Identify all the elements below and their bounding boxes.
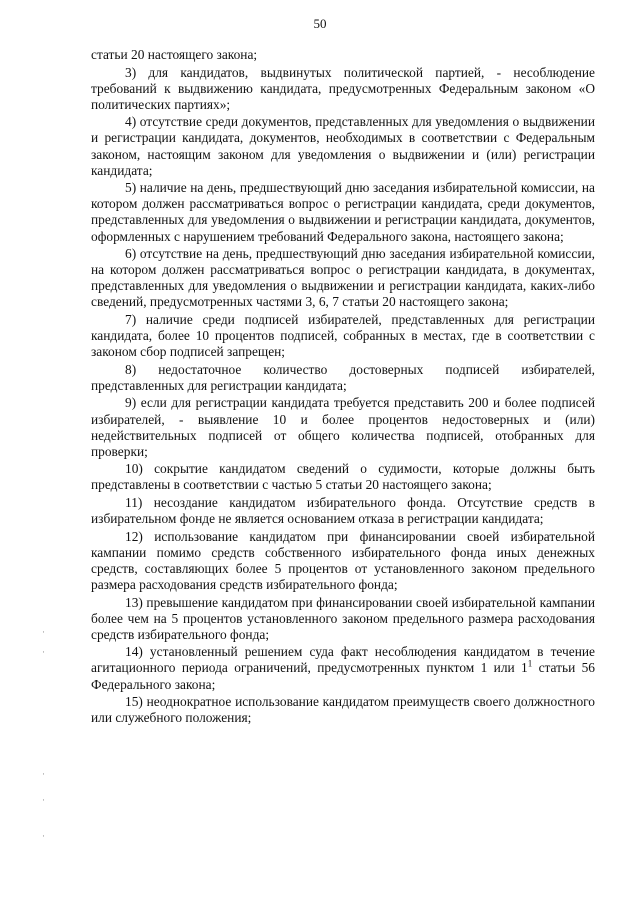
paragraph-item-11: 11) несоздание кандидатом избирательного фонда. Отсутствие средств в избирательном фонде не является основанием отказа в регистрации кандидата; — [91, 495, 595, 527]
paragraph-item-9: 9) если для регистрации кандидата требуется представить 200 и более подписей избирателей, - выявление 10 и более процентов недостоверных и (или) недействительных подписей от общего количества подписей, отобранных для проверки; — [91, 395, 595, 459]
paragraph-item-3: 3) для кандидатов, выдвинутых политической партией, - несоблюдение требований к выдвижению кандидата, предусмотренных Федеральным законом «О политических партиях»; — [91, 64, 595, 112]
paragraph-item-4: 4) отсутствие среди документов, представленных для уведомления о выдвижении и регистрации кандидата, документов, необходимых в соответствии с Федеральным законом, настоящим законом для уведомления о выдвижении и (или) регистрации кандидата; — [91, 114, 595, 178]
document-body — [91, 47, 595, 728]
paragraph-item-14-tail: статьи 56 Федерального закона; — [91, 660, 595, 692]
paragraph-item-15: 15) неоднократное использование кандидатом преимуществ своего должностного или служебного положения; — [91, 694, 595, 726]
paragraph-item-12: 12) использование кандидатом при финансировании своей избирательной кампании помимо средств собственного избирательного фонда иных денежных средств, составляющих более 5 процентов от установленного законом предельного размера расходования средств избирательного фонда; — [91, 528, 595, 592]
paragraph-item-13: 13) превышение кандидатом при финансировании своей избирательной кампании более чем на 5 процентов установленного законом предельного размера расходования средств избирательного фонда; — [91, 594, 595, 642]
margin-mark: · — [42, 627, 45, 637]
paragraph-item-10: 10) сокрытие кандидатом сведений о судимости, которые должны быть представлены в соответствии с частью 5 статьи 20 настоящего закона; — [91, 461, 595, 493]
superscript: 1 — [527, 659, 533, 669]
paragraph-item-7: 7) наличие среди подписей избирателей, представленных для регистрации кандидата, более 10 процентов подписей, собранных в местах, где в соответствии с законом сбор подписей запрещен; — [91, 312, 595, 360]
paragraph-continuation: статьи 20 настоящего закона; — [91, 47, 258, 62]
paragraph-item-14-text: 14) установленный решением суда факт несоблюдения кандидатом в течение агитационного периода ограничений, предусмотренных пунктом 1 или 1 — [91, 644, 595, 676]
margin-mark: · — [42, 769, 45, 779]
paragraph-item-6: 6) отсутствие на день, предшествующий дню заседания избирательной комиссии, на котором должен рассматриваться вопрос о регистрации кандидата, в документах, представленных для уведомления о выдвижении и регистрации кандидата, каких-либо сведений, предусмотренных частями 3, 6, 7 статьи 20 настоящего закона; — [91, 246, 595, 310]
paragraph-item-5: 5) наличие на день, предшествующий дню заседания избирательной комиссии, на котором должен рассматриваться вопрос о регистрации кандидата, среди документов, представленных для уведомления о выдвижении и регистрации кандидата, документов, оформленных с нарушением требований Федерального закона, настоящего закона; — [91, 180, 595, 244]
page-number: 50 — [313, 16, 327, 31]
margin-mark: · — [42, 795, 45, 805]
margin-mark: · — [42, 647, 45, 657]
paragraph-item-8: 8) недостаточное количество достоверных подписей избирателей, представленных для регистрации кандидата; — [91, 361, 595, 393]
margin-mark: · — [42, 831, 45, 841]
paragraph-item-14 — [91, 644, 595, 692]
